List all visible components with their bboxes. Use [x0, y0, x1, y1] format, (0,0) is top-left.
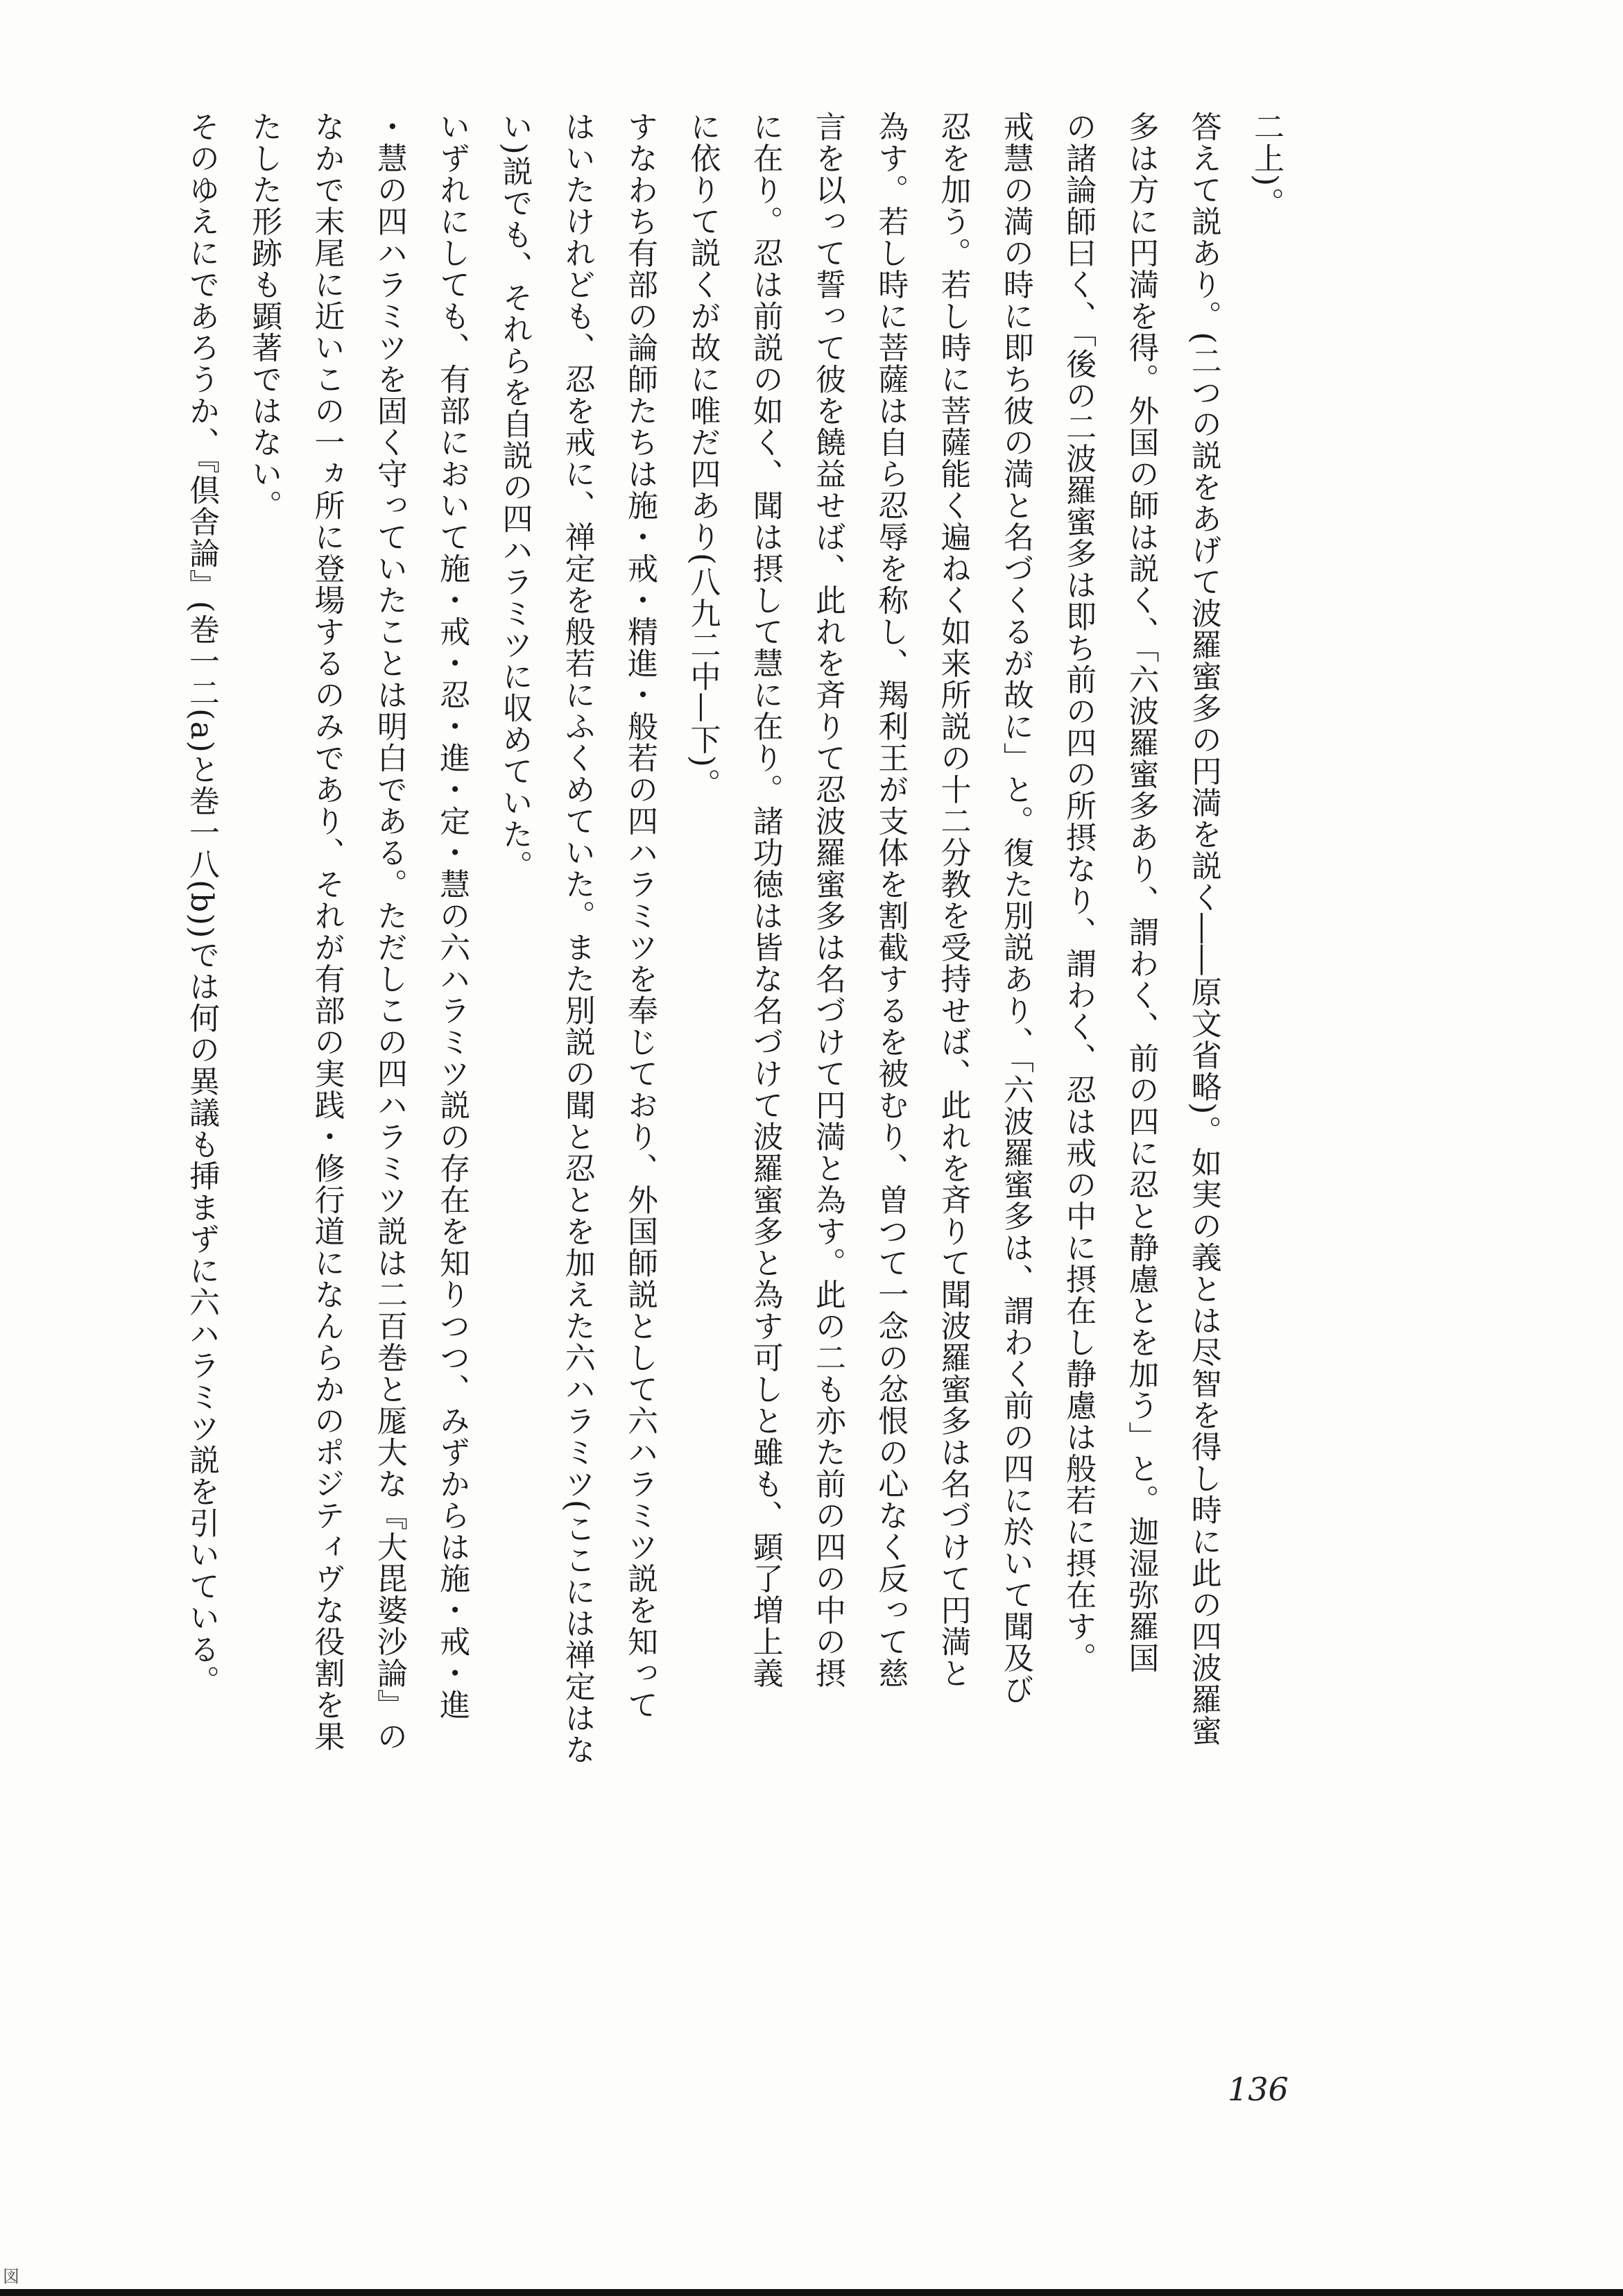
scan-bottom-edge	[0, 2289, 1623, 2296]
text-line: 多は方に円満を得。外国の師は説く、「六波羅蜜多あり、謂わく、前の四に忍と静慮とを加う」と。迦湿弥羅国	[1123, 111, 1159, 1674]
text-line: の諸論師曰く、「後の二波羅蜜多は即ち前の四の所摂なり、謂わく、忍は戒の中に摂在し静慮は般若に摂在す。	[1060, 111, 1097, 1674]
text-line: ・慧の四ハラミツを固く守っていたことは明白である。ただしこの四ハラミツ説は二百巻と厖大な『大毘婆沙論』の	[371, 111, 407, 1752]
text-line: いずれにしても、有部において施・戒・忍・進・定・慧の六ハラミツ説の存在を知りつつ、みずからは施・戒・進	[434, 111, 470, 1721]
scan-corner-mark: 図	[3, 2267, 19, 2286]
vertical-text-block	[0, 111, 1297, 2053]
text-line: はいたけれども、忍を戒に、禅定を般若にふくめていた。また別説の聞と忍とを加えた六ハラミツ(ここには禅定はな	[559, 111, 595, 1765]
page-number: 136	[1228, 2071, 1289, 2108]
text-line: 忍を加う。若し時に菩薩能く遍ねく如来所説の十二分教を受持せば、此れを斉りて聞波羅蜜多は名づけて円満と	[935, 111, 971, 1689]
text-line: たした形跡も顕著ではない。	[246, 111, 282, 522]
text-line: に在り。忍は前説の如く、聞は摂して慧に在り。諸功徳は皆な名づけて波羅蜜多と為す可しと雖も、顕了増上義	[747, 111, 783, 1689]
text-line: 二上)。	[1248, 111, 1284, 219]
text-line: 為す。若し時に菩薩は自ら忍辱を称し、羯利王が支体を割截するを被むり、曽つて一念の忿恨の心なく反って慈	[873, 111, 909, 1689]
text-line: い)説でも、それらを自説の四ハラミツに収めていた。	[497, 111, 533, 882]
text-line: 答えて説あり。(二つの説をあげて波羅蜜多の円満を説く――原文省略)。如実の義とは尽智を得し時に此の四波羅蜜	[1185, 111, 1221, 1747]
text-line: 言を以って誓って彼を饒益せば、此れを斉りて忍波羅蜜多は名づけて円満と為す。此の二も亦た前の四の中の摂	[809, 111, 845, 1689]
text-line: そのゆえにであろうか、『倶舎論』(巻一二(a)と巻一八(b))では何の異議も挿まずに六ハラミツ説を引いている。	[183, 111, 219, 1697]
text-line: なかで末尾に近いこの一ヵ所に登場するのみであり、それが有部の実践・修行道になんらかのポジティヴな役割を果	[309, 111, 345, 1752]
text-line: 戒慧の満の時に即ち彼の満と名づくるが故に」と。復た別説あり、「六波羅蜜多は、謂わく前の四に於いて聞及び	[997, 111, 1033, 1706]
text-line: に依りて説くが故に唯だ四あり(八九二中—下)。	[685, 111, 721, 800]
text-line: すなわち有部の論師たちは施・戒・精進・般若の四ハラミツを奉じており、外国師説として六ハラミツ説を知って	[622, 111, 658, 1721]
